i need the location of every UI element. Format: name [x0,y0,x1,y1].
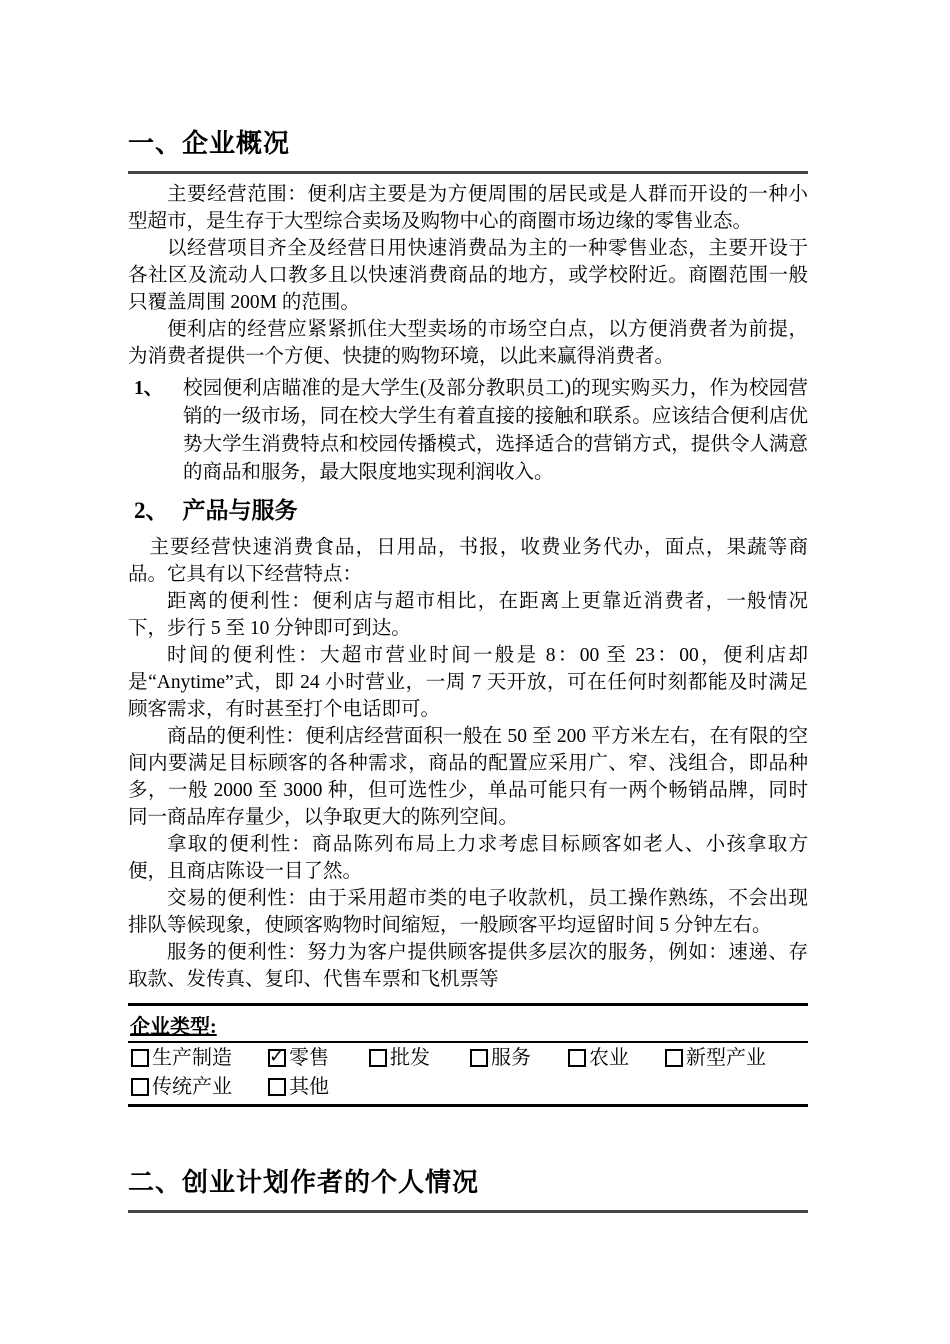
checkbox-icon[interactable] [568,1049,586,1067]
subsection-number: 2、 [134,498,169,523]
paragraph-products-intro: 主要经营快速消费食品，日用品，书报，收费业务代办，面点，果蔬等商品。它具有以下经营特点： [128,537,808,585]
paragraph-format: 以经营项目齐全及经营日用快速消费品为主的一种零售业态，主要开设于各社区及流动人口教多且以快速消费商品的地方，或学校附近。商圈范围一般只覆盖周围 200M 的范围。 [128,238,808,313]
option-agriculture [568,1046,665,1070]
document-content [128,0,808,1213]
heading-rule [128,1210,808,1213]
list-item-number: 1、 [134,378,164,399]
checkbox-icon[interactable] [369,1049,387,1067]
option-label: 零售 [289,1047,329,1069]
paragraph-service: 服务的便利性：努力为客户提供顾客提供多层次的服务，例如：速递、存取款、发传真、复印、代售车票和飞机票等 [128,942,808,990]
option-other [268,1075,369,1099]
paragraph-strategy: 便利店的经营应紧紧抓住大型卖场的市场空白点，以方便消费者为前提，为消费者提供一个方便、快捷的购物环境，以此来赢得消费者。 [128,319,808,367]
paragraph-goods: 商品的便利性：便利店经营面积一般在 50 至 200 平方米左右，在有限的空间内要满足目标顾客的各种需求，商品的配置应采用广、窄、浅组合，即品种多，一般 2000 至 3000 种，但可选性少，单品可能只有一两个畅销品牌，同时同一商品库存量少，以争取更大的陈列空间。 [128,726,808,828]
option-label: 批发 [390,1047,430,1069]
option-new-industry [665,1046,808,1070]
subsection-title: 产品与服务 [182,498,298,523]
section-author-heading: 二、创业计划作者的个人情况 [128,1168,480,1198]
checkbox-icon[interactable] [131,1049,149,1067]
heading-rule [128,171,808,174]
option-traditional-industry [131,1075,268,1099]
option-retail [268,1046,369,1070]
enterprise-type-row-1 [128,1043,808,1072]
paragraph-transaction: 交易的便利性：由于采用超市类的电子收款机，员工操作熟练，不会出现排队等候现象，使顾客购物时间缩短，一般顾客平均逗留时间 5 分钟左右。 [128,888,808,936]
paragraph-distance: 距离的便利性：便利店与超市相比，在距离上更靠近消费者，一般情况下，步行 5 至 10 分钟即可到达。 [128,591,808,639]
paragraph-time: 时间的便利性：大超市营业时间一般是 8：00 至 23：00，便利店却是“Anytime”式，即 24 小时营业，一周 7 天开放，可在任何时刻都能及时满足顾客需求，有时甚至打个电话即可。 [128,645,808,720]
checkbox-icon[interactable] [131,1078,149,1096]
enterprise-type-table [128,1003,808,1107]
option-label: 新型产业 [686,1047,766,1069]
option-label: 其他 [289,1076,329,1098]
section-company-heading: 一、企业概况 [128,129,291,159]
subsection-products-heading [128,496,808,526]
checkbox-checked-icon[interactable] [268,1049,286,1067]
option-label: 生产制造 [152,1047,232,1069]
option-wholesale [369,1046,470,1070]
list-item-text: 校园便利店瞄准的是大学生(及部分教职员工)的现实购买力，作为校园营销的一级市场，同在校大学生有着直接的接触和联系。应该结合便利店优势大学生消费特点和校园传播模式，选择适合的营销方式，提供令人满意的商品和服务，最大限度地实现利润收入。 [183,378,808,483]
enterprise-type-row-2 [128,1072,808,1104]
enterprise-type-label-row [128,1006,808,1043]
option-label: 服务 [491,1047,531,1069]
enterprise-type-label: 企业类型: [130,1016,217,1038]
checkbox-icon[interactable] [268,1078,286,1096]
checkbox-icon[interactable] [665,1049,683,1067]
paragraph-scope: 主要经营范围：便利店主要是为方便周围的居民或是人群而开设的一种小型超市，是生存于大型综合卖场及购物中心的商圈市场边缘的零售业态。 [128,184,808,232]
paragraph-pickup: 拿取的便利性：商品陈列布局上力求考虑目标顾客如老人、小孩拿取方便，且商店陈设一目了然。 [128,834,808,882]
list-item-campus-store [128,375,808,487]
option-service [470,1046,568,1070]
checkbox-icon[interactable] [470,1049,488,1067]
option-manufacturing [131,1046,268,1070]
option-label: 传统产业 [152,1076,232,1098]
option-label: 农业 [589,1047,629,1069]
vertical-spacer [128,1107,808,1167]
